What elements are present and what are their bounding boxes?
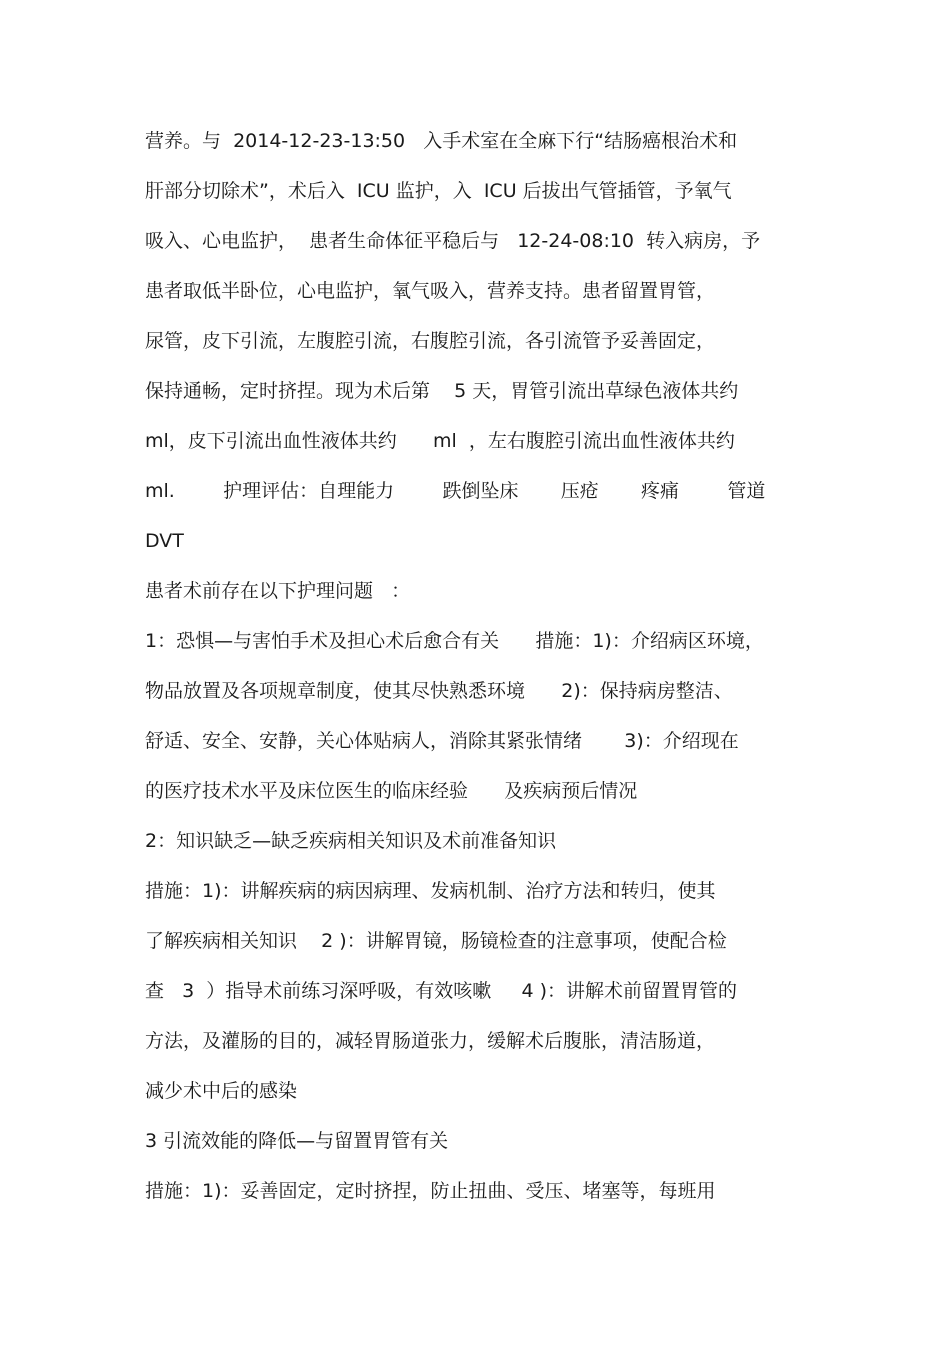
text-line: DVT — [145, 530, 184, 552]
text-line: 查 3 ）指导术前练习深呼吸，有效咳嗽 4 )：讲解术前留置胃管的 — [145, 980, 738, 1002]
text-line: 尿管，皮下引流，左腹腔引流，右腹腔引流，各引流管予妥善固定， — [145, 330, 716, 352]
text-line: 保持通畅，定时挤捏。现为术后第 5 天，胃管引流出草绿色液体共约 — [145, 380, 739, 402]
text-line: 措施：1)：讲解疾病的病因病理、发病机制、治疗方法和转归，使其 — [145, 880, 716, 902]
text-line: 3 引流效能的降低—与留置胃管有关 — [145, 1130, 449, 1152]
text-line: ml，皮下引流出血性液体共约 ml ，左右腹腔引流出血性液体共约 — [145, 430, 735, 452]
text-line: 吸入、心电监护， 患者生命体征平稳后与 12-24-08:10 转入病房，予 — [145, 230, 761, 252]
text-line: 患者取低半卧位，心电监护，氧气吸入，营养支持。患者留置胃管， — [145, 280, 716, 302]
text-line: 方法，及灌肠的目的，减轻胃肠道张力，缓解术后腹胀，清洁肠道， — [145, 1030, 716, 1052]
text-line: 肝部分切除术”，术后入 ICU 监护，入 ICU 后拔出气管插管，予氧气 — [145, 180, 732, 202]
text-line: 措施：1)：妥善固定，定时挤捏，防止扭曲、受压、堵塞等，每班用 — [145, 1180, 716, 1202]
text-line: 物品放置及各项规章制度，使其尽快熟悉环境 2)：保持病房整洁、 — [145, 680, 733, 702]
text-line: 的医疗技术水平及床位医生的临床经验 及疾病预后情况 — [145, 780, 638, 802]
text-line: 舒适、安全、安静，关心体贴病人，消除其紧张情绪 3)：介绍现在 — [145, 730, 739, 752]
text-line: 减少术中后的感染 — [145, 1080, 298, 1102]
text-line: 1：恐惧—与害怕手术及担心术后愈合有关 措施：1)：介绍病区环境， — [145, 630, 764, 652]
section-heading: 患者术前存在以下护理问题 ： — [145, 580, 411, 602]
text-line: 营养。与 2014-12-23-13:50 入手术室在全麻下行“结肠癌根治术和 — [145, 130, 738, 152]
text-line: 2：知识缺乏—缺乏疾病相关知识及术前准备知识 — [145, 830, 557, 852]
text-line: ml. 护理评估：自理能力 跌倒坠床 压疮 疼痛 管道 — [145, 480, 766, 502]
text-line: 了解疾病相关知识 2 )：讲解胃镜，肠镜检查的注意事项，使配合检 — [145, 930, 727, 952]
